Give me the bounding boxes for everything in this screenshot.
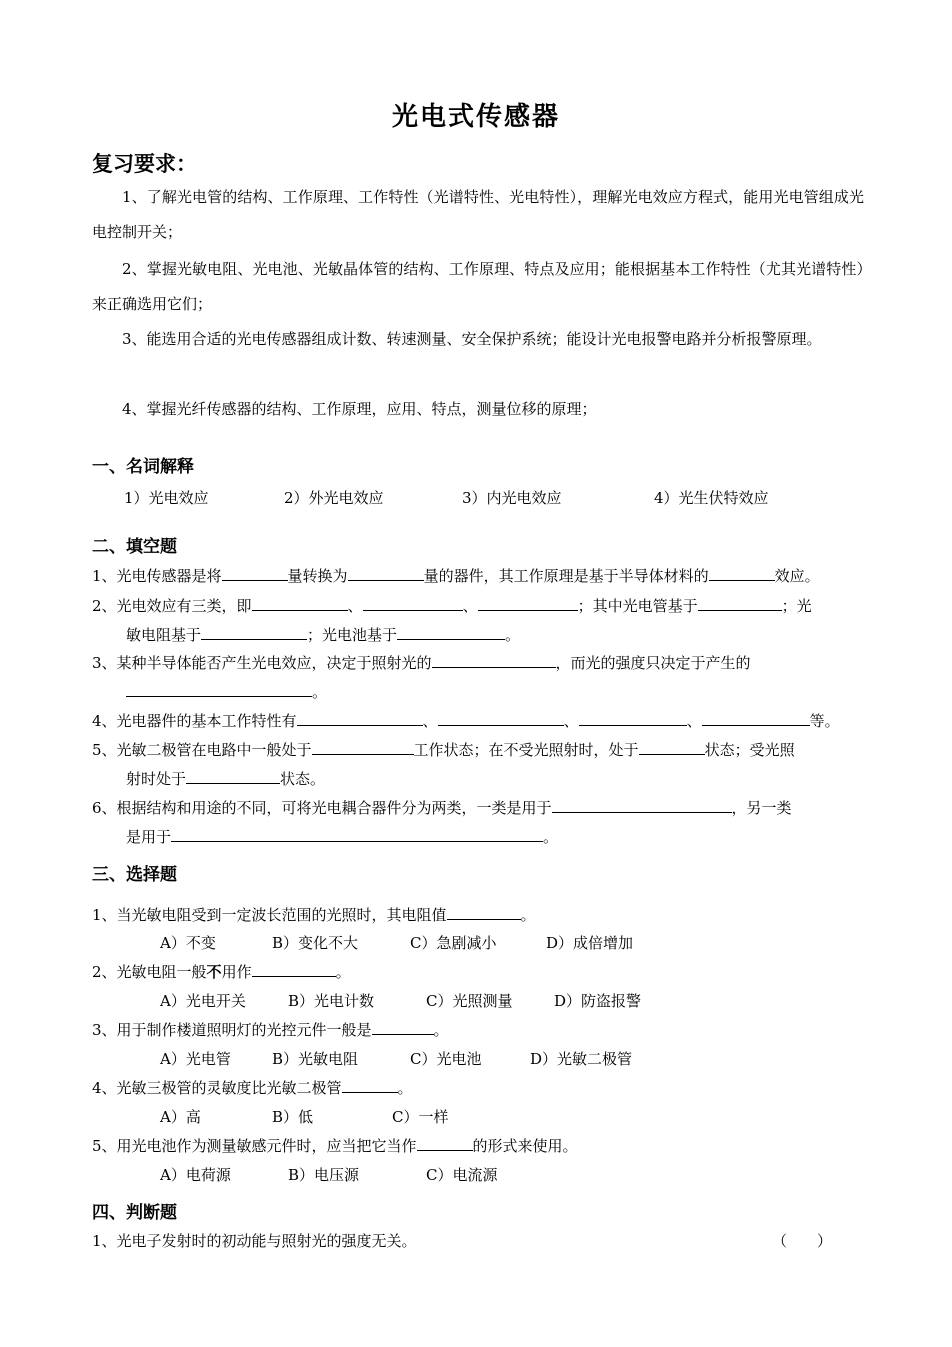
option-a[interactable]: A）高 <box>160 1108 201 1126</box>
option-a[interactable]: A）光电开关 <box>160 992 246 1010</box>
answer-blank[interactable] <box>363 596 463 611</box>
choice-options-2 <box>160 990 641 1011</box>
answer-blank[interactable] <box>438 711 564 726</box>
option-d[interactable]: D）防盗报警 <box>554 992 642 1010</box>
option-c[interactable]: C）急剧减小 <box>410 934 497 952</box>
section-2-heading: 二、填空题 <box>92 537 177 557</box>
fill-question-2: 2、光电效应有三类，即 、 、 ；其中光电管基于 ；光 <box>92 597 812 615</box>
choice-options-3 <box>160 1048 632 1069</box>
answer-blank[interactable] <box>639 740 705 755</box>
answer-blank[interactable] <box>579 711 687 726</box>
choice-question-1: 1、当光敏电阻受到一定波长范围的光照时，其电阻值 。 <box>92 906 536 924</box>
option-c[interactable]: C）电流源 <box>426 1166 498 1184</box>
option-c[interactable]: C）光照测量 <box>426 992 513 1010</box>
fill-question-3: 3、某种半导体能否产生光电效应，决定于照射光的 ，而光的强度只决定于产生的 <box>92 654 751 672</box>
choice-options-1 <box>160 932 633 953</box>
answer-blank[interactable] <box>126 682 312 697</box>
answer-blank[interactable] <box>552 798 732 813</box>
review-heading: 复习要求： <box>92 152 197 176</box>
choice-question-4: 4、光敏三极管的灵敏度比光敏二极管 。 <box>92 1079 413 1097</box>
answer-blank[interactable] <box>702 711 810 726</box>
answer-blank[interactable] <box>709 566 775 581</box>
answer-blank[interactable] <box>372 1020 434 1035</box>
option-c[interactable]: C）光电池 <box>410 1050 482 1068</box>
option-b[interactable]: B）低 <box>272 1108 314 1126</box>
option-d[interactable]: D）光敏二极管 <box>530 1050 633 1068</box>
fill-question-5: 5、光敏二极管在电路中一般处于 工作状态；在不受光照射时，处于 状态；受光照 <box>92 741 795 759</box>
fill-question-3-cont: 。 <box>126 681 327 702</box>
term-3: 3）内光电效应 <box>462 489 562 507</box>
answer-blank[interactable] <box>297 711 423 726</box>
answer-blank[interactable] <box>348 566 424 581</box>
review-item-4: 4、掌握光纤传感器的结构、工作原理，应用、特点，测量位移的原理； <box>122 400 597 418</box>
answer-blank[interactable] <box>252 596 348 611</box>
answer-blank[interactable] <box>417 1136 473 1151</box>
choice-options-4 <box>160 1106 448 1127</box>
option-a[interactable]: A）不变 <box>160 934 216 952</box>
answer-parentheses[interactable]: （ ） <box>772 1232 833 1250</box>
fill-question-6-cont: 是用于 。 <box>126 828 559 846</box>
section-3-heading: 三、选择题 <box>92 865 177 885</box>
choice-options-5 <box>160 1164 497 1185</box>
review-item-3: 3、能选用合适的光电传感器组成计数、转速测量、安全保护系统；能设计光电报警电路并分析报警原理。 <box>122 330 822 348</box>
choice-question-5: 5、用光电池作为测量敏感元件时，应当把它当作 的形式来使用。 <box>92 1137 578 1155</box>
option-c[interactable]: C）一样 <box>392 1108 449 1126</box>
answer-blank[interactable] <box>312 740 414 755</box>
answer-blank[interactable] <box>342 1078 398 1093</box>
option-d[interactable]: D）成倍增加 <box>546 934 634 952</box>
option-b[interactable]: B）光电计数 <box>288 992 375 1010</box>
option-b[interactable]: B）电压源 <box>288 1166 360 1184</box>
option-a[interactable]: A）电荷源 <box>160 1166 231 1184</box>
fill-question-5-cont: 射时处于 状态。 <box>126 770 326 788</box>
term-2: 2）外光电效应 <box>284 489 384 507</box>
section-4-heading: 四、判断题 <box>92 1203 177 1223</box>
answer-blank[interactable] <box>186 769 280 784</box>
answer-blank[interactable] <box>252 962 336 977</box>
answer-blank[interactable] <box>432 653 556 668</box>
term-1: 1）光电效应 <box>124 489 209 507</box>
term-4: 4）光生伏特效应 <box>654 489 769 507</box>
judge-question-1: 1、光电子发射时的初动能与照射光的强度无关。 <box>92 1232 417 1250</box>
fill-question-4: 4、光电器件的基本工作特性有 、 、 、 等。 <box>92 712 840 730</box>
review-item-1: 1、了解光电管的结构、工作原理、工作特性（光谱特性、光电特性），理解光电效应方程式，能用光电管组成光电控制开关； <box>92 188 864 241</box>
fill-question-1: 1、光电传感器是将 量转换为 量的器件，其工作原理是基于半导体材料的 效应。 <box>92 567 820 585</box>
answer-blank[interactable] <box>171 827 543 842</box>
answer-blank[interactable] <box>201 625 307 640</box>
choice-question-3: 3、用于制作楼道照明灯的光控元件一般是 。 <box>92 1021 449 1039</box>
answer-blank[interactable] <box>397 625 505 640</box>
choice-question-2: 2、光敏电阻一般不用作 。 <box>92 963 351 981</box>
section-1-heading: 一、名词解释 <box>92 457 194 477</box>
answer-blank[interactable] <box>698 596 782 611</box>
page-title: 光电式传感器 <box>391 102 560 132</box>
option-a[interactable]: A）光电管 <box>160 1050 231 1068</box>
answer-blank[interactable] <box>222 566 288 581</box>
answer-blank[interactable] <box>447 905 521 920</box>
fill-question-2-cont: 敏电阻基于 ；光电池基于 。 <box>126 626 521 644</box>
fill-question-6: 6、根据结构和用途的不同，可将光电耦合器件分为两类，一类是用于 ，另一类 <box>92 799 792 817</box>
answer-blank[interactable] <box>478 596 578 611</box>
option-b[interactable]: B）变化不大 <box>272 934 359 952</box>
review-item-2: 2、掌握光敏电阻、光电池、光敏晶体管的结构、工作原理、特点及应用；能根据基本工作特性（尤其光谱特性）来正确选用它们； <box>92 260 864 313</box>
option-b[interactable]: B）光敏电阻 <box>272 1050 359 1068</box>
